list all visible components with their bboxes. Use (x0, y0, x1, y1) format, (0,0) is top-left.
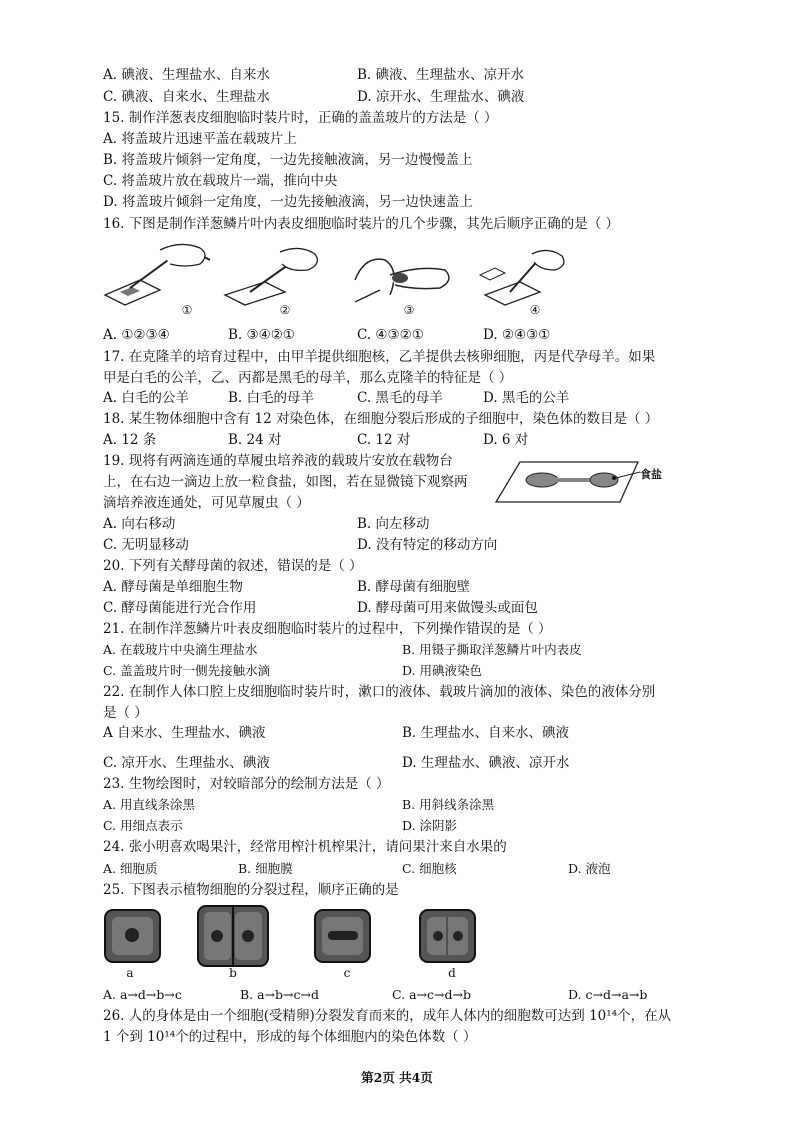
q18-stem: 18. 某生物体细胞中含有 12 对染色体，在细胞分裂后形成的子细胞中，染色体的数目是（ ） (103, 411, 659, 427)
q16-option-c: C. ④③②① (357, 327, 424, 343)
q25-label-d: d (448, 966, 456, 980)
q19-option-c: C. 无明显移动 (103, 537, 189, 553)
q20-option-a: A. 酵母菌是单细胞生物 (103, 579, 243, 595)
q19-option-a: A. 向右移动 (103, 516, 176, 532)
cell-a (105, 910, 160, 962)
step4-illustration (480, 250, 564, 305)
q21-option-d: D. 用碘液染色 (402, 663, 483, 678)
q15-stem: 15. 制作洋葱表皮细胞临时装片时，正确的盖盖玻片的方法是（ ） (103, 110, 498, 126)
q25-option-d: D. c→d→a→b (568, 987, 648, 1002)
q16-option-a: A. ①②③④ (103, 327, 170, 343)
q22-option-c: C. 凉开水、生理盐水、碘液 (103, 755, 270, 771)
q14-option-c: C. 碘液、自来水、生理盐水 (103, 89, 270, 105)
q16-label-4: ④ (529, 303, 541, 317)
q18-option-a: A. 12 条 (103, 432, 157, 448)
q14-option-b: B. 碘液、生理盐水、凉开水 (357, 67, 525, 83)
q18-option-d: D. 6 对 (483, 432, 529, 448)
q21-option-c: C. 盖盖玻片时一侧先接触水滴 (103, 663, 271, 678)
culture-drop-left (526, 473, 558, 487)
q22-option-d: D. 生理盐水、碘液、凉开水 (402, 755, 570, 771)
connecting-channel (556, 478, 592, 482)
q16-stem: 16. 下图是制作洋葱鳞片叶内表皮细胞临时装片的几个步骤，其先后顺序正确的是（ ） (103, 216, 620, 232)
q24-option-a: A. 细胞质 (103, 861, 158, 876)
culture-drop-right (590, 473, 618, 487)
q17-option-c: C. 黑毛的母羊 (357, 390, 443, 406)
q17-option-b: B. 白毛的母羊 (228, 390, 315, 406)
q21-stem: 21. 在制作洋葱鳞片叶表皮细胞临时装片的过程中，下列操作错误的是（ ） (103, 621, 552, 637)
q26-stem-line2: 1 个到 10¹⁴个的过程中，形成的每个体细胞内的染色体数（ ） (103, 1029, 477, 1045)
q20-option-b: B. 酵母菌有细胞壁 (357, 579, 471, 595)
q15-option-c: C. 将盖玻片放在载玻片一端，推向中央 (103, 173, 338, 189)
q16-label-2: ② (279, 303, 291, 317)
q17-option-a: A. 白毛的公羊 (103, 390, 189, 406)
q14-option-a: A. 碘液、生理盐水、自来水 (103, 67, 270, 83)
q23-option-a: A. 用直线条涂黑 (103, 797, 195, 812)
q16-label-3: ③ (403, 303, 415, 317)
page-footer: 第2页 共4页 (361, 1070, 433, 1085)
cell-c (315, 910, 370, 962)
q22-stem-line1: 22. 在制作人体口腔上皮细胞临时装片时，漱口的液体、载玻片滴加的液体、染色的液体分别 (103, 684, 656, 700)
q25-option-c: C. a→c→d→b (392, 987, 471, 1002)
step1-illustration (105, 244, 210, 305)
q16-option-d: D. ②④③① (483, 327, 551, 343)
q25-label-b: b (229, 966, 237, 980)
salt-pointer-line (616, 472, 640, 478)
q19-stem-line1: 19. 现将有两滴连通的草履虫培养液的载玻片安放在载物台 (103, 453, 453, 469)
q18-option-b: B. 24 对 (228, 432, 282, 448)
q24-option-c: C. 细胞核 (402, 861, 457, 876)
step3-illustration (355, 259, 449, 302)
q21-option-a: A. 在载玻片中央滴生理盐水 (103, 642, 258, 657)
q25-cell-division-figure (100, 902, 480, 972)
q15-option-a: A. 将盖玻片迅速平盖在载玻片上 (103, 131, 297, 147)
q19-stem-line2: 上，在右边一滴边上放一粒食盐，如图，若在显微镜下观察两 (103, 474, 468, 490)
q24-option-d: D. 液泡 (568, 861, 611, 876)
q20-option-c: C. 酵母菌能进行光合作用 (103, 600, 257, 616)
q25-stem: 25. 下图表示植物细胞的分裂过程，顺序正确的是 (103, 882, 399, 898)
q23-option-d: D. 涂阴影 (402, 818, 458, 833)
q17-option-d: D. 黑毛的公羊 (483, 390, 570, 406)
q20-stem: 20. 下列有关酵母菌的叙述，错误的是（ ） (103, 558, 363, 574)
q19-salt-label: 食盐 (640, 468, 662, 481)
q17-stem-line1: 17. 在克隆羊的培育过程中，由甲羊提供细胞核，乙羊提供去核卵细胞，丙是代孕母羊。如果 (103, 349, 656, 365)
q24-option-b: B. 细胞膜 (238, 861, 293, 876)
q23-option-b: B. 用斜线条涂黑 (402, 797, 495, 812)
cell-b (198, 906, 268, 966)
salt-grain (612, 476, 616, 480)
q19-stem-line3: 滴培养液连通处，可见草履虫（ ） (103, 495, 310, 511)
q15-option-b: B. 将盖玻片倾斜一定角度，一边先接触液滴，另一边慢慢盖上 (103, 152, 473, 168)
q19-option-d: D. 没有特定的移动方向 (357, 537, 498, 553)
q15-option-d: D. 将盖玻片倾斜一定角度，一边先接触液滴，另一边快速盖上 (103, 194, 473, 210)
q25-label-c: c (343, 966, 351, 980)
q25-option-b: B. a→b→c→d (240, 987, 320, 1002)
q18-option-c: C. 12 对 (357, 432, 411, 448)
q19-option-b: B. 向左移动 (357, 516, 430, 532)
q22-stem-line2: 是（ ） (103, 705, 148, 721)
q16-label-1: ① (181, 303, 193, 317)
cell-d (420, 910, 475, 962)
q19-slide-figure (490, 458, 650, 506)
q23-option-c: C. 用细点表示 (103, 818, 183, 833)
q21-option-b: B. 用镊子撕取洋葱鳞片叶内表皮 (402, 642, 582, 657)
step2-illustration (225, 248, 317, 305)
q17-stem-line2: 甲是白毛的公羊，乙、丙都是黑毛的母羊，那么克隆羊的特征是（ ） (103, 370, 513, 386)
q25-label-a: a (126, 966, 134, 980)
q25-option-a: A. a→d→b→c (103, 987, 182, 1002)
q20-option-d: D. 酵母菌可用来做馒头或面包 (357, 600, 538, 616)
q22-option-b: B. 生理盐水、自来水、碘液 (402, 725, 570, 741)
q16-option-b: B. ③④②① (228, 327, 295, 343)
q22-option-a: A 自来水、生理盐水、碘液 (103, 725, 266, 741)
q24-stem: 24. 张小明喜欢喝果汁，经常用榨汁机榨果汁，请问果汁来自水果的 (103, 839, 507, 855)
q14-option-d: D. 凉开水、生理盐水、碘液 (357, 89, 525, 105)
q26-stem-line1: 26. 人的身体是由一个细胞(受精卵)分裂发育而来的，成年人体内的细胞数可达到 10¹⁴个，在从 (103, 1008, 672, 1024)
q23-stem: 23. 生物绘图时，对较暗部分的绘制方法是（ ） (103, 776, 390, 792)
